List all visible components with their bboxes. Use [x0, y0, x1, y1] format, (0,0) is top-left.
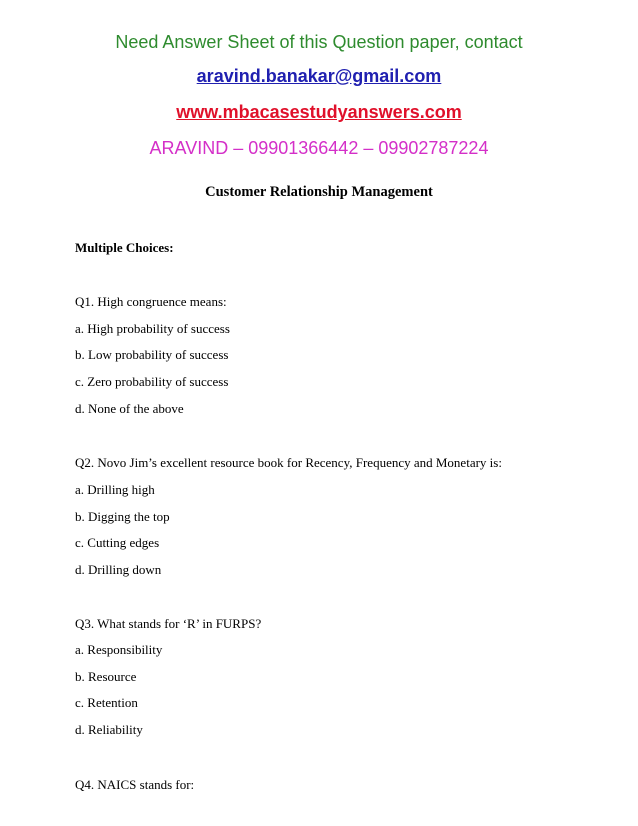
contact-email-link[interactable]: aravind.banakar@gmail.com: [196, 66, 442, 86]
document-title: Customer Relationship Management: [205, 184, 433, 200]
contact-phone-line: ARAVIND – 09901366442 – 09902787224: [149, 138, 489, 158]
website-link[interactable]: www.mbacasestudyanswers.com: [176, 102, 462, 122]
question-2-option-a: a. Drilling high: [75, 482, 155, 497]
question-2-option-c: c. Cutting edges: [75, 535, 160, 550]
question-3: Q3. What stands for ‘R’ in FURPS?: [75, 616, 262, 631]
question-1-option-d: d. None of the above: [75, 401, 184, 416]
question-1-option-a: a. High probability of success: [75, 321, 230, 336]
question-3-option-c: c. Retention: [75, 695, 138, 710]
contact-request-line: Need Answer Sheet of this Question paper, contact: [115, 32, 523, 52]
question-1-option-c: c. Zero probability of success: [75, 374, 229, 389]
question-2-option-d: d. Drilling down: [75, 562, 162, 577]
question-1-option-b: b. Low probability of success: [75, 347, 229, 362]
question-3-option-d: d. Reliability: [75, 722, 143, 737]
question-3-option-a: a. Responsibility: [75, 642, 163, 657]
section-heading: Multiple Choices:: [75, 240, 174, 255]
question-2: Q2. Novo Jim’s excellent resource book for Recency, Frequency and Monetary is:: [75, 455, 502, 470]
question-3-option-b: b. Resource: [75, 669, 137, 684]
question-1: Q1. High congruence means:: [75, 294, 227, 309]
question-4: Q4. NAICS stands for:: [75, 777, 195, 792]
question-2-option-b: b. Digging the top: [75, 509, 170, 524]
